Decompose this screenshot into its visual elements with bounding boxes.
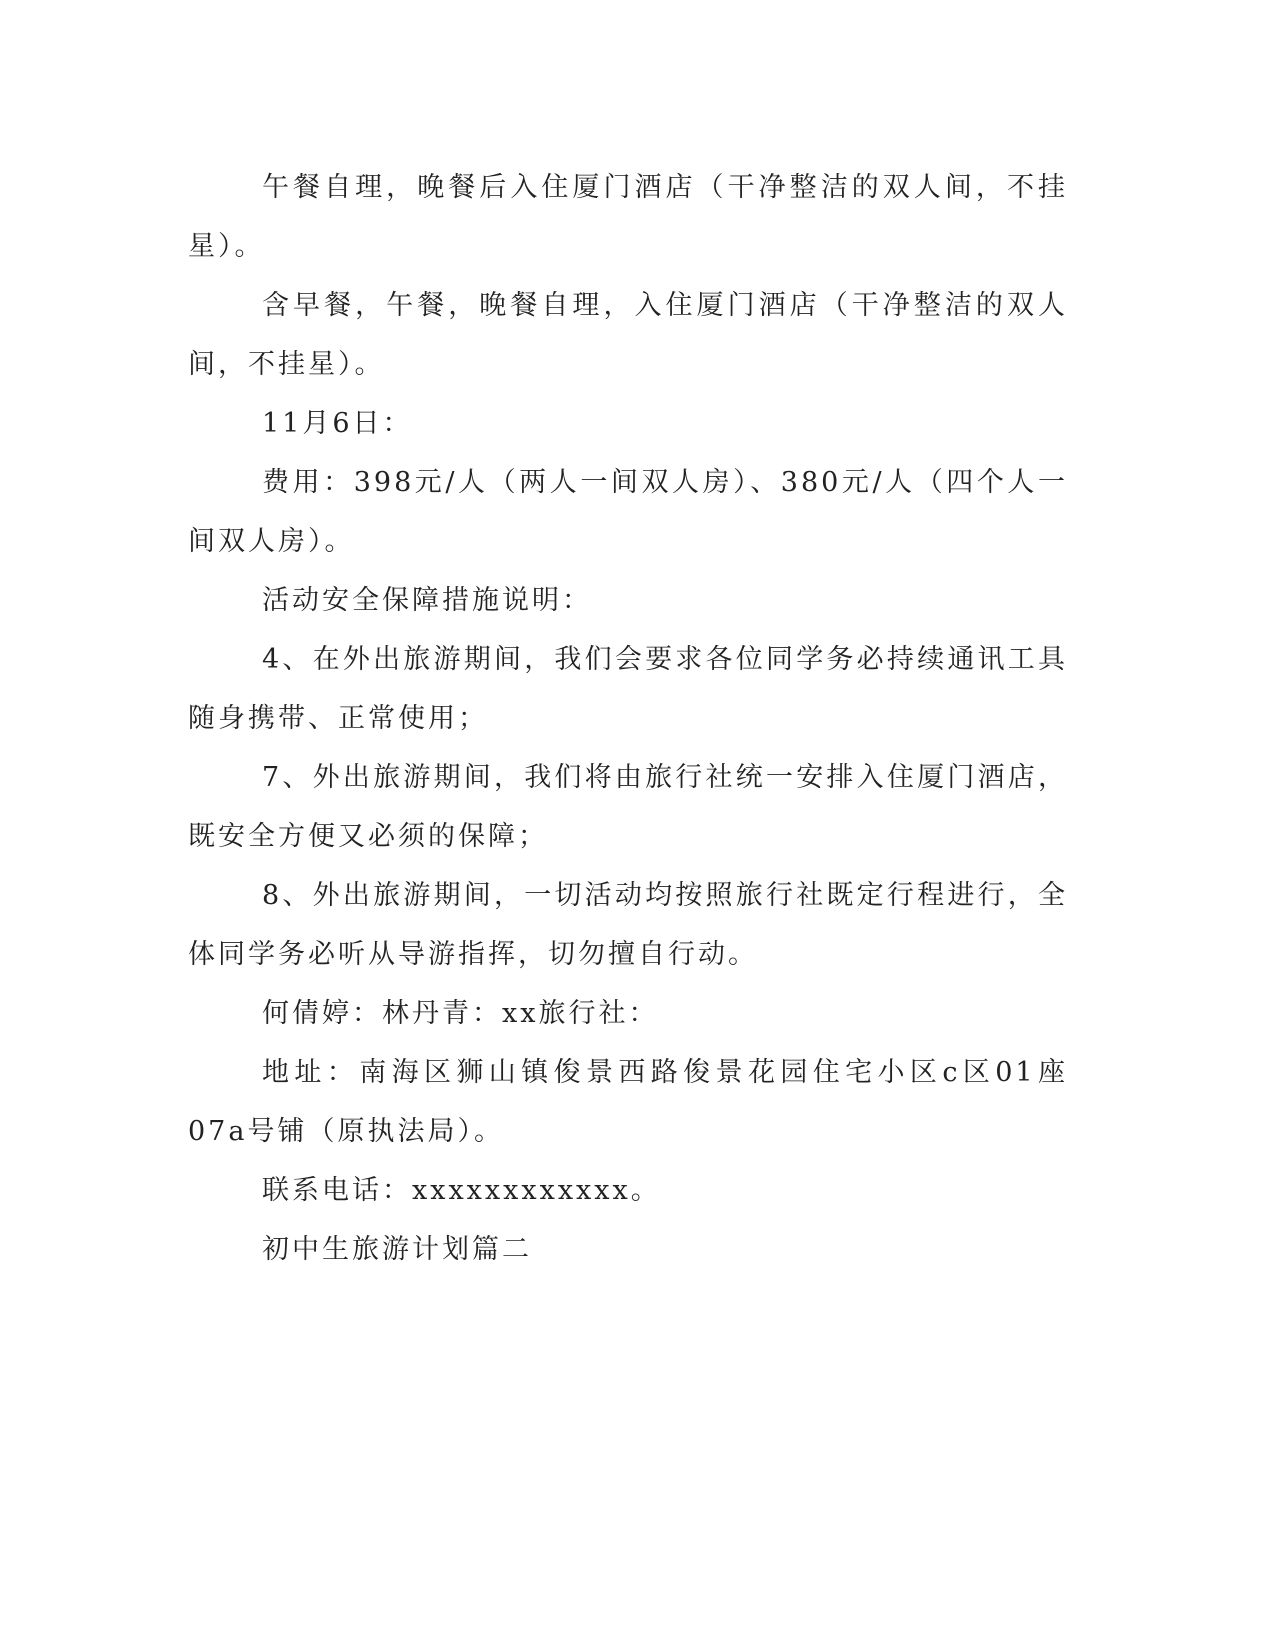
paragraph-lunch-dinner: 午餐自理，晚餐后入住厦门酒店（干净整洁的双人间，不挂星）。 (188, 172, 1068, 262)
paragraph-breakfast: 含早餐，午餐，晚餐自理，入住厦门酒店（干净整洁的双人间，不挂星）。 (188, 290, 1068, 380)
paragraph-date: 11月6日： (262, 408, 413, 439)
paragraph-phone: 联系电话：xxxxxxxxxxxx。 (262, 1175, 661, 1206)
paragraph-safety-item-8: 8、外出旅游期间，一切活动均按照旅行社既定行程进行，全体同学务必听从导游指挥，切勿擅自行动。 (188, 880, 1068, 970)
paragraph-safety-heading: 活动安全保障措施说明： (262, 585, 592, 616)
paragraph-contacts: 何倩婷：林丹青：xx旅行社： (262, 998, 659, 1029)
paragraph-safety-item-4: 4、在外出旅游期间，我们会要求各位同学务必持续通讯工具随身携带、正常使用； (188, 644, 1068, 734)
paragraph-address: 地址：南海区狮山镇俊景西路俊景花园住宅小区c区01座07a号铺（原执法局）。 (188, 1057, 1068, 1147)
paragraph-section-title: 初中生旅游计划篇二 (262, 1234, 532, 1265)
paragraph-safety-item-7: 7、外出旅游期间，我们将由旅行社统一安排入住厦门酒店，既安全方便又必须的保障； (188, 762, 1068, 852)
document-body (188, 158, 1068, 1279)
paragraph-cost: 费用：398元/人（两人一间双人房）、380元/人（四个人一间双人房）。 (188, 467, 1068, 557)
